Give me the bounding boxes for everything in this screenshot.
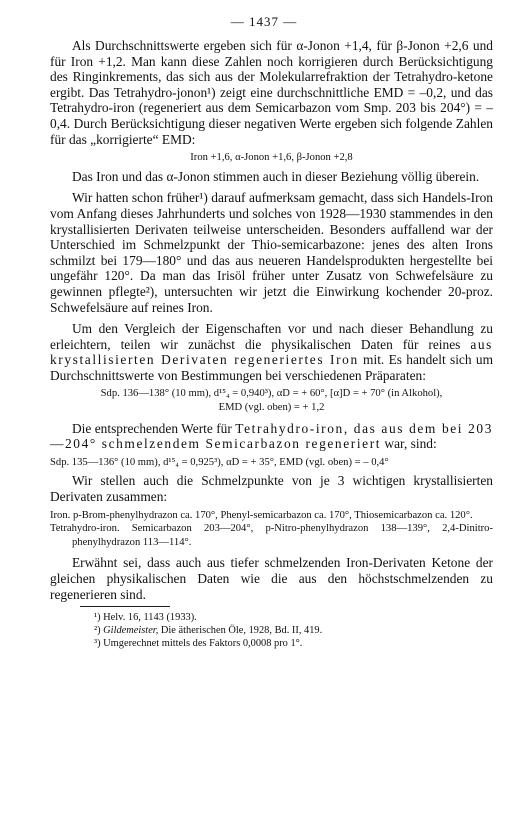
paragraph-3: Wir hatten schon früher¹) darauf aufmerksam gemacht, dass sich Handels-Iron vom Anfang dieses Jahrhunderts und solches von 1928—1930 stammendes in den krystallisierten Derivaten teilweise unterscheiden. Besonders auffallend war der Unterschied im Schmelzpunkt der Thio-semicarbazone: jenes des alten Irons schmilzt bei 179—180° und das aus neueren Handelsprodukten hergestellte bei ungefähr 120°. Da man das Irisöl früher unter Zusatz von Schwefelsäure zu gewinnen pflegte²), untersuchten wir jetzt die Einwirkung kochender 20-proz. Schwefelsäure auf reines Iron. xyxy=(50,190,493,315)
paragraph-5 xyxy=(50,421,493,452)
paragraph-4-text-b: mit. Es handelt sich um Durchschnittswerte von Bestimmungen bei verschiedenen Präparaten: xyxy=(50,352,493,383)
tetrahydro-iron-derivatives-label: Tetrahydro-iron. xyxy=(50,523,120,535)
main-column xyxy=(50,38,493,650)
paragraph-4-spaced: aus krystallisierten Derivaten regeneriertes Iron xyxy=(50,336,493,368)
footnote-2-text: Die ätherischen Öle, 1928, Bd. II, 419. xyxy=(158,625,323,637)
iron-derivatives-list xyxy=(50,509,493,523)
iron-data-line-1: Sdp. 136—138° (10 mm), d¹⁵₄ = 0,940³), αD = + 60°, [α]D = + 70° (in Alkohol), xyxy=(100,388,443,400)
footnote-3-text: Umgerechnet mittels des Faktors 0,0008 pro 1°. xyxy=(100,638,303,650)
corrected-values-line: Iron +1,6, α-Jonon +1,6, β-Jonon +2,8 xyxy=(190,152,353,164)
paragraph-1: Als Durchschnittswerte ergeben sich für α-Jonon +1,4, für β-Jonon +2,6 und für Iron +1,2. Man kann diese Zahlen noch korrigieren durch Berücksichtigung des Ringinkrements, das sich aus der Molekularrefraktion der Tetrahydro-ketone ergibt. Das Tetrahydro-jonon¹) zeigt eine durchschnittliche EMD = –0,2, und das Tetrahydro-iron (regeneriert aus dem Semicarbazon vom Smp. 203 bis 204°) = –0,4. Durch Berücksichtigung dieser negativen Werte ergeben sich folgende Zahlen für das „korrigierte“ EMD: xyxy=(50,38,493,147)
tetrahydro-iron-derivatives-list xyxy=(50,522,493,549)
paragraph-4-text-a: Um den Vergleich der Eigenschaften vor und nach dieser Behandlung zu erleichtern, teilen wir zunächst die physikalischen Daten für reines xyxy=(50,321,493,352)
footnote-3 xyxy=(50,637,493,650)
iron-derivatives-label: Iron. xyxy=(50,509,71,521)
iron-data-line-2: EMD (vgl. oben) = + 1,2 xyxy=(218,402,325,414)
paragraph-2: Das Iron und das α-Jonon stimmen auch in dieser Beziehung völlig überein. xyxy=(72,168,480,184)
footnote-2-author: Gildemeister, xyxy=(100,625,159,637)
paragraph-6: Wir stellen auch die Schmelzpunkte von je 3 wichtigen krystallisierten Derivaten zusammen: xyxy=(50,473,493,505)
page-number: — 1437 — xyxy=(230,14,298,29)
tetrahydro-iron-derivatives-text: Semicarbazon 203—204°, p-Nitro-phenylhydrazon 138—139°, 2,4-Dinitro-phenylhydrazon 113—114°. xyxy=(72,523,493,548)
footnote-1 xyxy=(50,611,493,624)
paragraph-7: Erwähnt sei, dass auch aus tiefer schmelzenden Iron-Derivaten Ketone der gleichen physikalischen Daten wie die aus den höchstschmelzenden zu regenerieren sind. xyxy=(50,555,493,602)
paragraph-5-text-b: war, sind: xyxy=(381,436,437,452)
footnote-divider xyxy=(80,606,170,607)
footnote-2 xyxy=(50,624,493,637)
paragraph-5-spaced: Tetrahydro-iron, das aus dem bei 203—204° schmelzendem Semicarbazon regeneriert xyxy=(50,420,494,452)
paragraph-4 xyxy=(50,321,493,383)
footnote-1-text: Helv. 16, 1143 (1933). xyxy=(100,612,197,624)
footnote-3-number: ³) xyxy=(94,638,101,650)
paragraph-5-text-a: Die entsprechenden Werte für xyxy=(72,420,236,436)
iron-derivatives-text: p-Brom-phenylhydrazon ca. 170°, Phenyl-semicarbazon ca. 170°, Thiosemicarbazon ca. 120°. xyxy=(70,509,473,521)
tetrahydro-iron-data-line: Sdp. 135—136° (10 mm), d¹⁵₄ = 0,925³), αD = + 35°, EMD (vgl. oben) = – 0,4° xyxy=(50,456,389,468)
footnote-2-number: ²) xyxy=(94,625,101,637)
footnote-1-number: ¹) xyxy=(94,612,101,624)
